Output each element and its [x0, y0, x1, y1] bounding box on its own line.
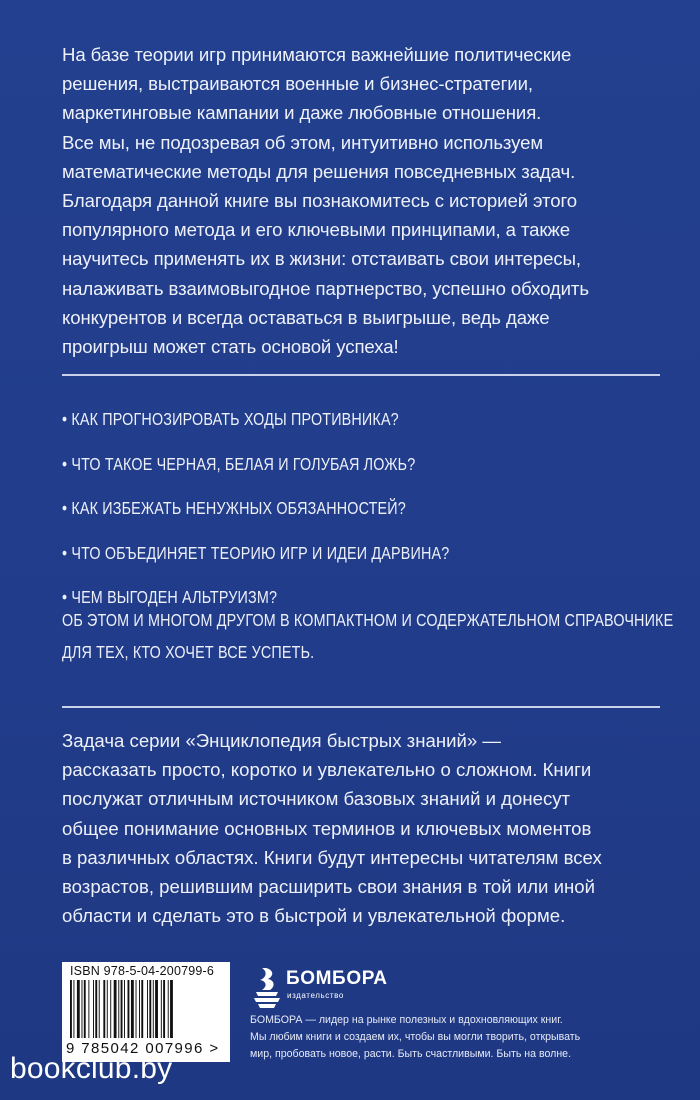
divider-top [62, 374, 660, 376]
question-item: • ЧТО ОБЪЕДИНЯЕТ ТЕОРИЮ ИГР И ИДЕИ ДАРВИНА? [62, 542, 450, 563]
series-description [62, 726, 682, 930]
publisher-logo-icon [250, 966, 284, 1010]
intro-line: конкурентов и всегда оставаться в выигрыше, ведь даже [62, 306, 550, 328]
question-item: • ЧТО ТАКОЕ ЧЕРНАЯ, БЕЛАЯ И ГОЛУБАЯ ЛОЖЬ? [62, 453, 416, 474]
publisher-line: мир, пробовать новое, расти. Быть счастливыми. Быть на волне. [250, 1048, 572, 1060]
series-line: послужат отличным источником базовых знаний и донесут [62, 788, 571, 810]
series-line: Задача серии «Энциклопедия быстрых знаний» — [62, 730, 501, 751]
question-item: • КАК ПРОГНОЗИРОВАТЬ ХОДЫ ПРОТИВНИКА? [62, 409, 399, 429]
series-line: общее понимание основных терминов и ключевых моментов [62, 817, 592, 839]
divider-bottom [62, 706, 660, 708]
intro-line: Все мы, не подозревая об этом, интуитивно используем [62, 131, 544, 153]
barcode-digits: 9 785042 007996 > [66, 1040, 220, 1057]
publisher-subtitle: издательство [287, 991, 344, 1000]
intro-paragraph [62, 40, 662, 361]
publisher-line: БОМБОРА — лидер на рынке полезных и вдохновляющих книг. [250, 1014, 563, 1026]
barcode-icon [68, 980, 218, 1038]
intro-line: научитесь применять их в жизни: отстаивать свои интересы, [62, 248, 581, 270]
publisher-logo [250, 966, 410, 1010]
intro-line: налаживать взаимовыгодное партнерство, успешно обходить [62, 277, 589, 299]
series-line: области и сделать это в быстрой и увлекательной форме. [62, 905, 566, 927]
isbn-label: ISBN 978-5-04-200799-6 [70, 964, 215, 978]
series-line: возрастов, решившим расширить свои знания в той или иной [62, 876, 595, 898]
summary-text [62, 604, 700, 668]
question-list [62, 402, 662, 625]
publisher-name: БОМБОРА [286, 968, 388, 989]
publisher-description [250, 1012, 690, 1063]
question-item: • ЧЕМ ВЫГОДЕН АЛЬТРУИЗМ? [62, 587, 278, 607]
intro-line: математические методы для решения повседневных задач. [62, 160, 576, 182]
intro-line: Благодаря данной книге вы познакомитесь с историей этого [62, 190, 577, 212]
intro-line: На базе теории игр принимаются важнейшие политические [62, 44, 572, 65]
series-line: в различных областях. Книги будут интересны читателям всех [62, 846, 602, 868]
series-line: рассказать просто, коротко и увлекательно о сложном. Книги [62, 759, 592, 781]
intro-line: маркетинговые кампании и даже любовные отношения. [62, 102, 542, 124]
question-item: • КАК ИЗБЕЖАТЬ НЕНУЖНЫХ ОБЯЗАННОСТЕЙ? [62, 498, 406, 518]
intro-line: решения, выстраиваются военные и бизнес-стратегии, [62, 73, 533, 95]
isbn-barcode-block [62, 962, 230, 1062]
summary-line: ОБ ЭТОМ И МНОГОМ ДРУГОМ В КОМПАКТНОМ И СОДЕРЖАТЕЛЬНОМ СПРАВОЧНИКЕ [62, 610, 674, 630]
intro-line: популярного метода и его ключевыми принципами, а также [62, 219, 571, 241]
intro-line: проигрыш может стать основой успеха! [62, 336, 399, 358]
site-watermark: bookclub.by [10, 1052, 173, 1085]
publisher-line: Мы любим книги и создаем их, чтобы вы могли творить, открывать [250, 1031, 581, 1043]
summary-line: ДЛЯ ТЕХ, КТО ХОЧЕТ ВСЕ УСПЕТЬ. [62, 642, 315, 662]
